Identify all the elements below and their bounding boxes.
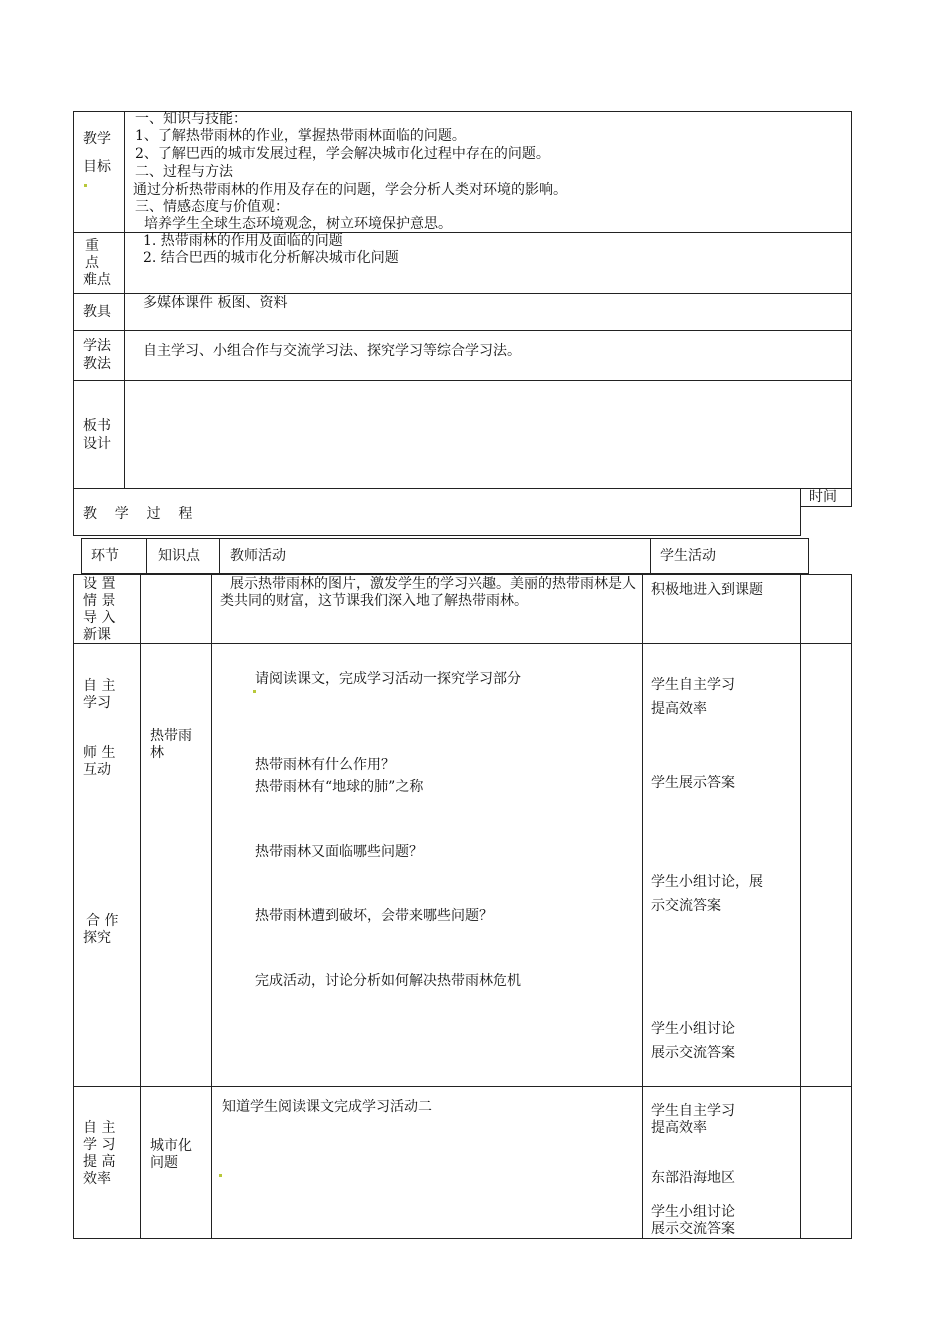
stage-text: 导 入: [83, 610, 116, 626]
stage-text: 设 置: [83, 576, 116, 592]
methods-label: 学法: [83, 338, 111, 354]
tools-content: 多媒体课件 板图、资料: [143, 295, 288, 311]
knowledge-point: 林: [150, 745, 164, 761]
student-activity: 示交流答案: [651, 898, 721, 914]
stage-text: 师 生: [83, 745, 116, 761]
knowledge-point: 问题: [150, 1155, 178, 1171]
objectives-label: 目标: [83, 159, 111, 175]
row-divider: [73, 380, 852, 381]
stage-text: 自 主: [83, 1120, 116, 1136]
student-activity: 学生小组讨论: [651, 1021, 735, 1037]
board-label: 设计: [83, 436, 111, 452]
teacher-activity: 热带雨林有“地球的肺”之称: [255, 779, 424, 795]
row-divider: [73, 330, 852, 331]
objectives-line: 二、过程与方法: [135, 164, 233, 180]
board-label: 板书: [83, 418, 111, 434]
key-points-label: 重: [85, 238, 99, 254]
objectives-line: 通过分析热带雨林的作用及存在的问题，学会分析人类对环境的影响。: [133, 182, 567, 198]
student-activity: 学生展示答案: [651, 775, 735, 791]
student-activity: 学生小组讨论: [651, 1204, 735, 1220]
stage-text: 提 高: [83, 1154, 116, 1170]
teacher-activity: 热带雨林又面临哪些问题？: [255, 844, 423, 860]
process-title: 教 学 过 程: [83, 506, 193, 522]
knowledge-point: 热带雨: [150, 728, 192, 744]
teacher-activity: 完成活动，讨论分析如何解决热带雨林危机: [255, 973, 521, 989]
stage-text: 情 景: [83, 593, 116, 609]
decoration-dot: [253, 690, 256, 693]
stage-text: 新课: [83, 627, 111, 643]
objectives-line: 2、了解巴西的城市发展过程，学会解决城市化过程中存在的问题。: [135, 146, 550, 162]
col-divider: [642, 574, 643, 1239]
objectives-label: 教学: [83, 131, 111, 147]
column-header-student: 学生活动: [660, 548, 716, 564]
student-activity: 展示交流答案: [651, 1221, 735, 1237]
teacher-activity: 热带雨林有什么作用？: [255, 757, 395, 773]
student-activity: 学生自主学习: [651, 1103, 735, 1119]
key-point-item: 2. 结合巴西的城市化分析解决城市化问题: [143, 250, 399, 266]
stage-text: 学习: [83, 695, 111, 711]
header-divider: [650, 538, 651, 574]
student-activity: 学生自主学习: [651, 677, 735, 693]
column-header-knowledge: 知识点: [158, 548, 200, 564]
stage-text: 互动: [83, 762, 111, 778]
row-divider: [73, 293, 852, 294]
student-activity: 学生小组讨论，展: [651, 874, 763, 890]
teacher-activity: 热带雨林遭到破坏，会带来哪些问题？: [255, 908, 493, 924]
column-header-stage: 环节: [91, 548, 119, 564]
objectives-line: 三、情感态度与价值观：: [135, 199, 289, 215]
tools-label: 教具: [83, 304, 111, 320]
decoration-dot: [219, 1174, 222, 1177]
column-header-teacher: 教师活动: [230, 548, 286, 564]
key-points-label: 难点: [83, 272, 111, 288]
key-points-label: 点: [85, 255, 99, 271]
student-activity: 提高效率: [651, 701, 707, 717]
teacher-activity: 展示热带雨林的图片，激发学生的学习兴趣。美丽的热带雨林是人类共同的财富，这节课我们深入地了解热带雨林。: [220, 576, 636, 609]
stage-text: 探究: [83, 930, 111, 946]
teacher-activity: 请阅读课文，完成学习活动一探究学习部分: [255, 671, 521, 687]
stage-text: 效率: [83, 1171, 111, 1187]
student-activity: 东部沿海地区: [651, 1170, 735, 1186]
student-activity: 积极地进入到课题: [651, 582, 763, 598]
stage-text: 合 作: [86, 913, 119, 929]
stage-text: 自 主: [83, 678, 116, 694]
row-divider: [73, 643, 852, 644]
col-divider: [800, 574, 801, 1239]
header-divider: [219, 538, 220, 574]
decoration-dot: [84, 184, 87, 187]
objectives-line: 培养学生全球生态环境观念，树立环境保护意思。: [144, 216, 452, 232]
teacher-activity: 知道学生阅读课文完成学习活动二: [222, 1099, 432, 1115]
info-table-divider: [124, 111, 125, 489]
methods-label: 教法: [83, 356, 111, 372]
objectives-line: 1、了解热带雨林的作业，掌握热带雨林面临的问题。: [135, 128, 466, 144]
student-activity: 展示交流答案: [651, 1045, 735, 1061]
knowledge-point: 城市化: [150, 1138, 192, 1154]
objectives-line: 一、知识与技能：: [135, 111, 247, 127]
col-divider: [211, 574, 212, 1239]
student-activity: 提高效率: [651, 1120, 707, 1136]
time-header: 时间: [809, 489, 837, 505]
row-divider: [73, 1086, 852, 1087]
methods-content: 自主学习、小组合作与交流学习法、探究学习等综合学习法。: [143, 343, 521, 359]
header-divider: [146, 538, 147, 574]
col-divider: [140, 574, 141, 1239]
stage-text: 学 习: [83, 1137, 116, 1153]
key-point-item: 1. 热带雨林的作用及面临的问题: [143, 233, 343, 249]
